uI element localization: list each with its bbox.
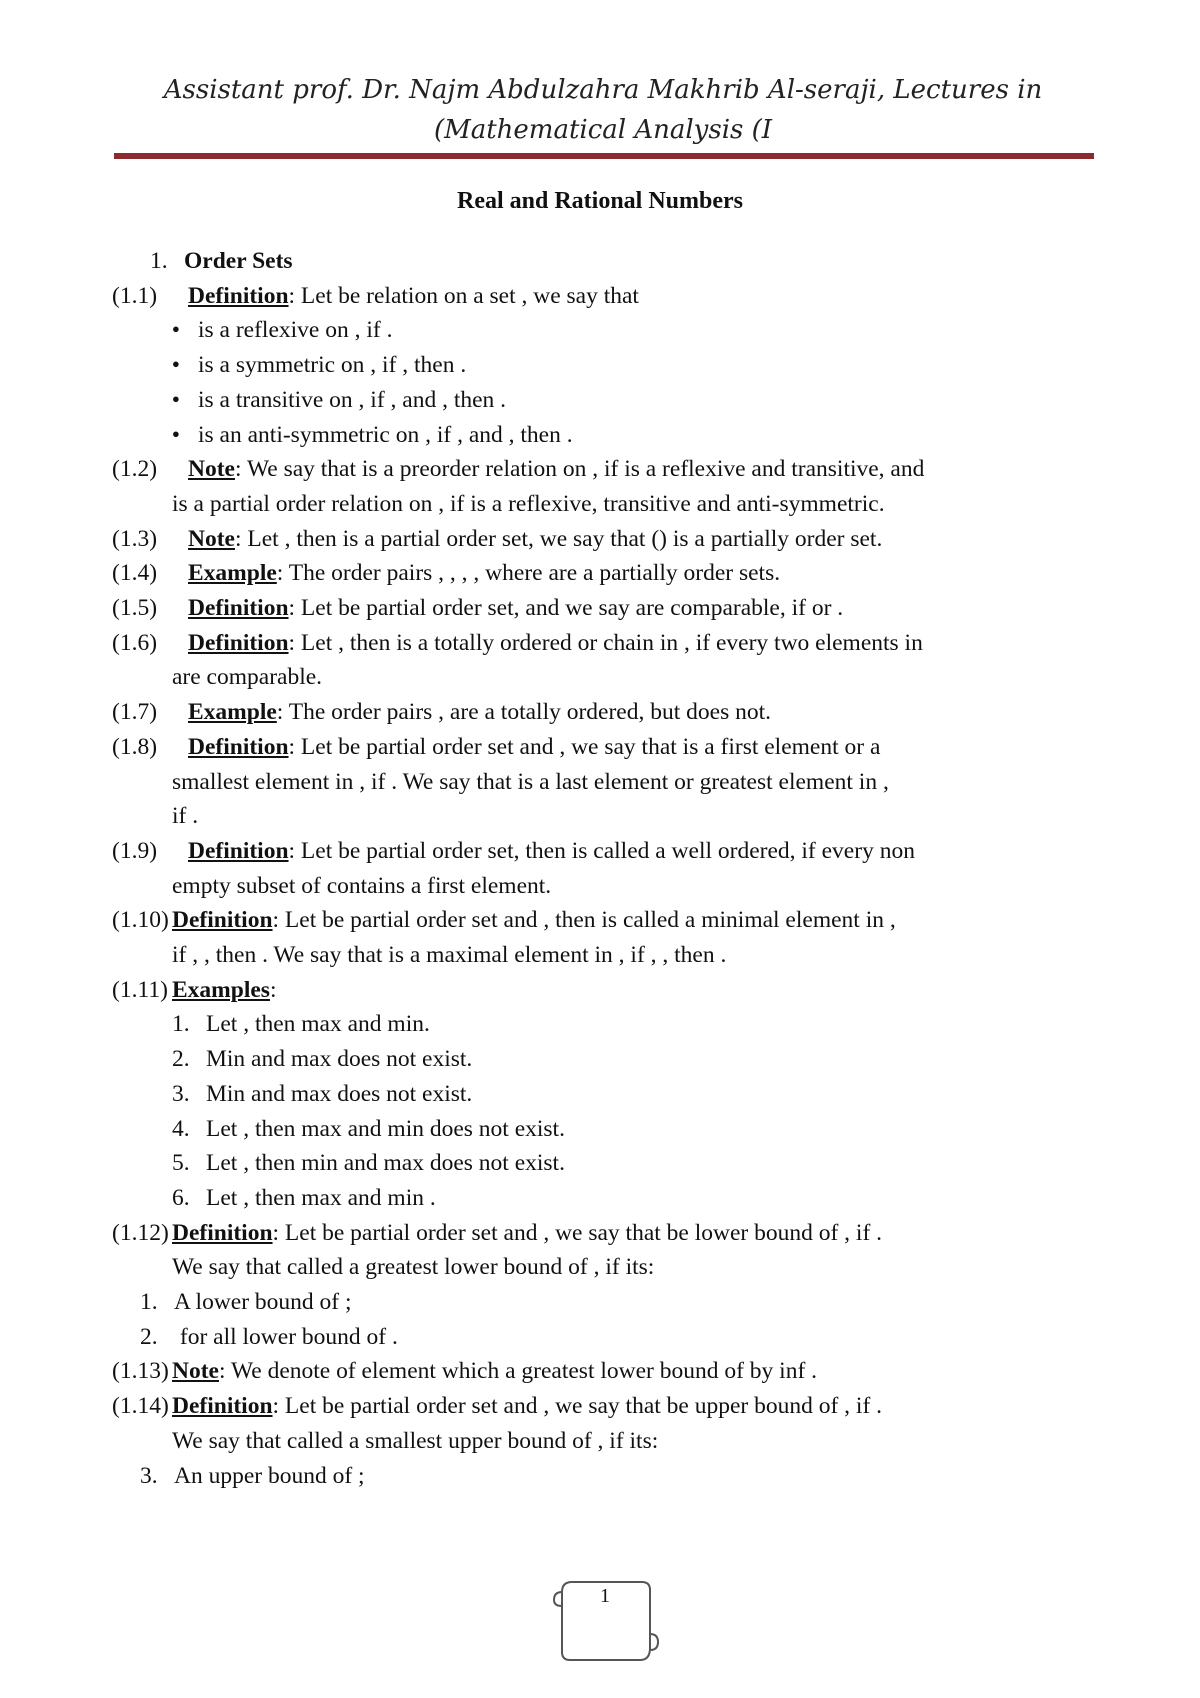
example-number: 6. [172,1184,190,1211]
item-number: (1.6) [112,629,158,656]
example-number: 5. [172,1150,190,1177]
keyword-label: Definition [188,837,289,864]
item-number: (1.7) [112,699,158,726]
keyword-label: Definition [188,733,289,760]
text-line [112,590,843,626]
line-text: for all lower bound of . [174,1323,398,1350]
header-line-2: (Mathematical Analysis (I [433,115,773,145]
line-text: We say that called a smallest upper bound of , if its: [172,1427,659,1454]
line-text: : Let be partial order set and , then is called a minimal element in , [272,907,896,934]
example-number: 4. [172,1115,190,1142]
example-number: 1. [172,1011,190,1038]
page-header [110,70,1096,150]
line-text: Min and max does not exist. [206,1080,473,1107]
line-text: : [269,976,277,1003]
line-text: is a transitive on , if , and , then . [198,386,507,413]
line-text: empty subset of contains a first element. [172,872,552,899]
item-number: (1.3) [112,525,158,552]
text-line [140,1319,398,1355]
line-text: Let , then max and min. [206,1011,430,1038]
text-line [112,278,639,314]
text-line [172,937,726,973]
line-text: : We denote of element which a greatest lower bound of by inf . [218,1358,818,1385]
line-text: We say that called a greatest lower bound of , if its: [172,1254,655,1281]
text-line [172,868,551,904]
bullet-marker: • [171,317,180,344]
example-number: 2. [172,1046,190,1073]
line-text: Let , then max and min . [206,1184,436,1211]
text-line [172,798,198,834]
item-number: 1. [150,248,168,274]
text-line [140,347,466,383]
keyword-label: Note [188,525,235,552]
keyword-label: Examples [172,976,270,1003]
line-text: : The order pairs , , , , where are a partially order sets. [276,560,781,587]
item-number: (1.11) [112,976,168,1003]
text-line [140,417,573,453]
item-number: (1.8) [112,733,158,760]
line-text: if , , then . We say that is a maximal element in , if , , then . [172,942,727,968]
line-text: Min and max does not exist. [206,1046,473,1073]
line-text: : Let be partial order set and , we say that be upper bound of , if . [272,1393,883,1420]
line-text: smallest element in , if . We say that is a last element or greatest element in , [172,768,889,795]
item-number: (1.13) [112,1358,169,1385]
text-line [112,694,771,730]
text-line [112,1388,882,1424]
item-number: (1.1) [112,282,158,309]
text-line [140,382,506,418]
line-text: is a reflexive on , if . [198,317,393,344]
bullet-marker: • [171,352,180,379]
header-line-1: Assistant prof. Dr. Najm Abdulzahra Makhrib Al-seraji, Lectures in [163,75,1043,105]
line-text: is a symmetric on , if , then . [198,352,467,379]
text-line [172,1111,565,1147]
text-line [140,1458,365,1494]
keyword-label: Definition [188,595,289,621]
bullet-marker: • [171,421,180,448]
item-number: (1.9) [112,837,158,864]
line-text: Let , then min and max does not exist. [206,1150,565,1177]
item-number: 1. [140,1289,158,1315]
line-text: : Let be relation on a set , we say that [288,282,639,309]
item-number: (1.10) [112,907,169,934]
text-line [172,1249,654,1285]
keyword-label: Example [188,560,277,587]
line-text: : Let be partial order set, then is called a well ordered, if every non [288,837,915,864]
bullet-marker: • [171,386,180,413]
text-line [150,243,293,279]
text-line [112,625,923,661]
line-text: : We say that is a preorder relation on , if is a reflexive and transitive, and [234,456,925,483]
line-text: : Let , then is a totally ordered or chain in , if every two elements in [288,629,923,656]
page-number: 1 [600,1585,610,1607]
example-number: 3. [172,1080,190,1107]
line-text: A lower bound of ; [174,1289,352,1315]
keyword-label: Definition [172,1219,273,1246]
keyword-label: Definition [172,907,273,934]
header-rule [114,153,1094,159]
item-number: (1.2) [112,456,158,483]
text-line [112,1353,817,1389]
text-line [172,486,885,522]
text-line [112,451,924,487]
item-number: 3. [140,1462,158,1489]
line-text: : The order pairs , are a totally ordered, but does not. [276,699,771,726]
text-line [112,521,882,557]
text-line [112,833,915,869]
text-line [112,972,276,1008]
item-number: 2. [140,1323,158,1350]
text-line [112,555,780,591]
line-text: Let , then max and min does not exist. [206,1115,565,1142]
text-line [172,1006,430,1042]
line-text: : Let be partial order set and , we say that is a first element or a [288,733,881,760]
line-text: are comparable. [172,664,323,691]
keyword-label: Definition [172,1393,273,1420]
section-title: Real and Rational Numbers [456,188,744,214]
line-text: : Let , then is a partial order set, we say that () is a partially order set. [234,525,883,552]
line-text: An upper bound of ; [174,1462,365,1489]
text-line [172,1145,565,1181]
line-text: : Let be partial order set and , we say that be lower bound of , if . [272,1219,883,1246]
keyword-label: Definition [188,629,289,656]
text-line [140,1284,352,1320]
keyword-label: Note [172,1358,219,1385]
text-line [112,729,880,765]
text-line [172,1423,658,1459]
item-number: (1.5) [112,595,158,621]
text-line [112,1215,882,1251]
text-line [172,1076,472,1112]
line-text: Order Sets [184,248,293,274]
line-text: is a partial order relation on , if is a reflexive, transitive and anti-symmetric. [172,490,885,517]
keyword-label: Note [188,456,235,483]
item-number: (1.12) [112,1219,169,1246]
text-line [112,902,896,938]
item-number: (1.14) [112,1393,169,1420]
text-line [140,312,392,348]
text-line [172,659,322,695]
line-text: : Let be partial order set, and we say are comparable, if or . [288,595,844,621]
keyword-label: Definition [188,282,289,309]
text-line [172,1180,436,1216]
text-line [172,1041,472,1077]
text-line [172,764,889,800]
line-text: is an anti-symmetric on , if , and , then . [198,421,573,448]
line-text: if . [172,803,199,830]
item-number: (1.4) [112,560,158,587]
keyword-label: Example [188,699,277,726]
